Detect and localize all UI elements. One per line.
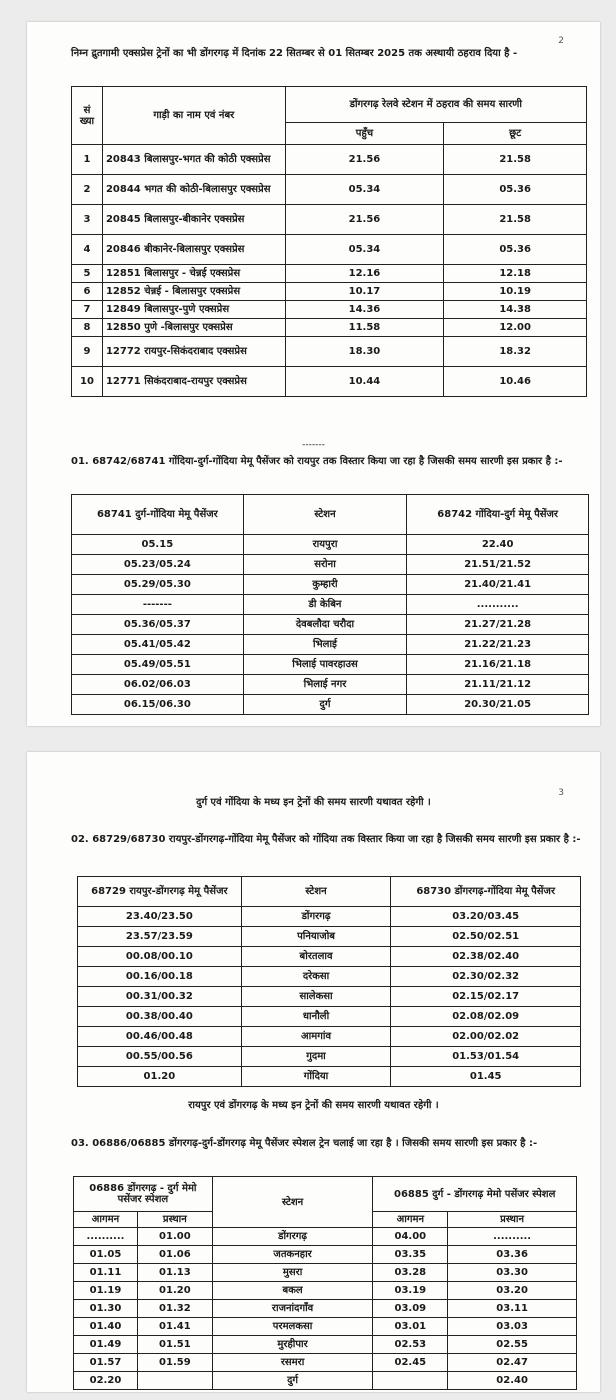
cell-arrival: 10.17	[285, 283, 444, 301]
cell-68742-time: 21.27/21.28	[407, 615, 589, 635]
cell-train: 12849 बिलासपुर-पुणे एक्सप्रेस	[102, 301, 285, 319]
cell-06886-arrival: 02.20	[74, 1372, 138, 1390]
cell-departure: 18.32	[444, 337, 587, 367]
table-row	[72, 319, 587, 337]
table-row	[72, 367, 587, 397]
cell-06885-departure: 03.36	[448, 1246, 577, 1264]
cell-68742-time: 21.11/21.12	[407, 675, 589, 695]
col-header-train: गाड़ी का नाम एवं नंबर	[102, 87, 285, 145]
document-page-2	[27, 22, 600, 726]
table-row	[78, 987, 581, 1007]
cell-sno: 2	[72, 175, 103, 205]
page-number: 3	[558, 788, 564, 798]
cell-06886-arrival: 01.19	[74, 1282, 138, 1300]
col-header-station: स्टेशन	[243, 495, 407, 535]
cell-departure: 05.36	[444, 235, 587, 265]
table-row	[72, 655, 589, 675]
cell-68729-time: 00.31/00.32	[78, 987, 242, 1007]
table-row	[74, 1372, 577, 1390]
table-row	[72, 301, 587, 319]
cell-sno: 8	[72, 319, 103, 337]
col-header-06886: 06886 डोंगरगढ़ - दुर्ग मेमो पसेंजर स्पेशल	[74, 1177, 213, 1212]
cell-68741-time: 05.15	[72, 535, 244, 555]
table-row	[72, 235, 587, 265]
cell-68741-time: 05.36/05.37	[72, 615, 244, 635]
cell-06885-departure: 02.47	[448, 1354, 577, 1372]
col-header-station: स्टेशन	[212, 1177, 373, 1228]
cell-06885-arrival: 03.09	[373, 1300, 448, 1318]
express-halt-table	[71, 86, 587, 397]
cell-station: भिलाई	[243, 635, 407, 655]
cell-station: धानौली	[241, 1007, 391, 1027]
cell-train: 12772 रायपुर-सिकंदराबाद एक्सप्रेस	[102, 337, 285, 367]
table-row	[74, 1264, 577, 1282]
top-note: दुर्ग एवं गोंदिया के मध्य इन ट्रेनों की समय सारणी यथावत रहेगी ।	[196, 797, 431, 808]
table-row	[72, 205, 587, 235]
cell-68730-time: 02.08/02.09	[391, 1007, 581, 1027]
cell-68742-time: 21.22/21.23	[407, 635, 589, 655]
cell-68741-time: 05.49/05.51	[72, 655, 244, 675]
cell-06885-arrival: 03.01	[373, 1318, 448, 1336]
cell-06886-arrival: 01.57	[74, 1354, 138, 1372]
cell-sno: 9	[72, 337, 103, 367]
table-row	[74, 1318, 577, 1336]
cell-06886-departure: 01.59	[137, 1354, 212, 1372]
cell-train: 12852 चेन्नई - बिलासपुर एक्सप्रेस	[102, 283, 285, 301]
cell-68741-time: 06.15/06.30	[72, 695, 244, 715]
cell-06886-arrival: 01.11	[74, 1264, 138, 1282]
cell-68741-time: 05.41/05.42	[72, 635, 244, 655]
cell-68729-time: 23.57/23.59	[78, 927, 242, 947]
col-header-06885: 06885 दुर्ग - डोंगरगढ़ मेमो पसेंजर स्पेशल	[373, 1177, 577, 1212]
cell-train: 20843 बिलासपुर-भगत की कोठी एक्सप्रेस	[102, 145, 285, 175]
col-header-departure: प्रस्थान	[137, 1212, 212, 1228]
cell-68730-time: 02.15/02.17	[391, 987, 581, 1007]
cell-06885-departure: 03.03	[448, 1318, 577, 1336]
cell-68742-time: 21.51/21.52	[407, 555, 589, 575]
cell-departure: 10.46	[444, 367, 587, 397]
cell-departure: 21.58	[444, 205, 587, 235]
cell-06885-arrival: 03.19	[373, 1282, 448, 1300]
cell-station: देवबलौदा चरौदा	[243, 615, 407, 635]
cell-68729-time: 00.46/00.48	[78, 1027, 242, 1047]
memu-special-06886-06885-table	[73, 1176, 577, 1390]
cell-06885-arrival: 02.45	[373, 1354, 448, 1372]
table-row	[74, 1336, 577, 1354]
cell-arrival: 11.58	[285, 319, 444, 337]
cell-06885-departure: 03.20	[448, 1282, 577, 1300]
cell-train: 20844 भगत की कोठी-बिलासपुर एक्सप्रेस	[102, 175, 285, 205]
cell-station: डोंगरगढ़	[241, 907, 391, 927]
cell-06885-departure: ..........	[448, 1228, 577, 1246]
cell-68730-time: 01.53/01.54	[391, 1047, 581, 1067]
cell-train: 12851 बिलासपुर - चेन्नई एक्सप्रेस	[102, 265, 285, 283]
cell-arrival: 10.44	[285, 367, 444, 397]
cell-departure: 05.36	[444, 175, 587, 205]
table-row	[72, 635, 589, 655]
cell-68730-time: 02.30/02.32	[391, 967, 581, 987]
cell-68742-time: 21.16/21.18	[407, 655, 589, 675]
cell-arrival: 05.34	[285, 175, 444, 205]
cell-sno: 3	[72, 205, 103, 235]
cell-68741-time: 05.23/05.24	[72, 555, 244, 575]
cell-station: दरेकसा	[241, 967, 391, 987]
cell-68729-time: 00.08/00.10	[78, 947, 242, 967]
cell-sno: 4	[72, 235, 103, 265]
cell-68729-time: 00.55/00.56	[78, 1047, 242, 1067]
table-row	[74, 1282, 577, 1300]
cell-departure: 21.58	[444, 145, 587, 175]
cell-departure: 14.38	[444, 301, 587, 319]
cell-06886-departure: 01.00	[137, 1228, 212, 1246]
cell-arrival: 21.56	[285, 205, 444, 235]
cell-06885-arrival	[373, 1372, 448, 1390]
cell-train: 12850 पुणे -बिलासपुर एक्सप्रेस	[102, 319, 285, 337]
cell-station: डोंगरगढ़	[212, 1228, 373, 1246]
section-1-intro: 01. 68742/68741 गोंदिया-दुर्ग-गोंदिया मेमू पैसेंजर को रायपुर तक विस्तार किया जा रहा है जिसकी समय सारणी इस प्रकार है :-	[71, 456, 563, 467]
intro-text: निम्न द्रुतगामी एक्सप्रेस ट्रेनों का भी डोंगरगढ़ में दिनांक 22 सितम्बर से 01 सितम्बर 2025 तक अस्थायी ठहराव दिया है -	[71, 48, 518, 59]
col-header-68742: 68742 गोंदिया-दुर्ग मेमू पैसेंजर	[407, 495, 589, 535]
table-row	[78, 1047, 581, 1067]
cell-station: सालेकसा	[241, 987, 391, 1007]
cell-sno: 1	[72, 145, 103, 175]
table-row	[78, 927, 581, 947]
memu-68741-68742-table	[71, 494, 589, 715]
table-row	[74, 1300, 577, 1318]
cell-departure: 12.18	[444, 265, 587, 283]
cell-68730-time: 03.20/03.45	[391, 907, 581, 927]
cell-station: मुसरा	[212, 1264, 373, 1282]
cell-68742-time: 20.30/21.05	[407, 695, 589, 715]
cell-station: परमलकसा	[212, 1318, 373, 1336]
separator: -------	[302, 440, 325, 450]
col-header-68730: 68730 डोंगरगढ़-गोंदिया मेमू पैसेंजर	[391, 877, 581, 907]
table-row	[78, 967, 581, 987]
cell-06886-departure: 01.06	[137, 1246, 212, 1264]
cell-06886-departure	[137, 1372, 212, 1390]
cell-station: आमगांव	[241, 1027, 391, 1047]
table-row	[72, 615, 589, 635]
table-row	[78, 907, 581, 927]
cell-station: रसमरा	[212, 1354, 373, 1372]
cell-68730-time: 02.00/02.02	[391, 1027, 581, 1047]
page-number: 2	[558, 36, 564, 46]
cell-sno: 7	[72, 301, 103, 319]
cell-06885-departure: 03.11	[448, 1300, 577, 1318]
cell-station: बोरतलाव	[241, 947, 391, 967]
cell-arrival: 18.30	[285, 337, 444, 367]
cell-06885-arrival: 04.00	[373, 1228, 448, 1246]
cell-06886-departure: 01.32	[137, 1300, 212, 1318]
cell-train: 12771 सिकंदराबाद-रायपुर एक्सप्रेस	[102, 367, 285, 397]
section-2-intro: 02. 68729/68730 रायपुर-डोंगरगढ़-गोंदिया मेमू पैसेंजर को गोंदिया तक विस्तार किया जा रहा है जिसकी समय सारणी इस प्रकार है :-	[71, 834, 581, 845]
cell-station: बकल	[212, 1282, 373, 1300]
table-row	[72, 595, 589, 615]
cell-train: 20845 बिलासपुर-बीकानेर एक्सप्रेस	[102, 205, 285, 235]
table-row	[72, 175, 587, 205]
cell-train: 20846 बीकानेर-बिलासपुर एक्सप्रेस	[102, 235, 285, 265]
cell-station: राजनांदगाँव	[212, 1300, 373, 1318]
cell-68729-time: 00.16/00.18	[78, 967, 242, 987]
cell-station: भिलाई नगर	[243, 675, 407, 695]
cell-68742-time: 22.40	[407, 535, 589, 555]
table-row	[72, 695, 589, 715]
cell-station: जतकनहार	[212, 1246, 373, 1264]
table-row	[72, 555, 589, 575]
table-row	[72, 265, 587, 283]
cell-station: डी केबिन	[243, 595, 407, 615]
cell-06886-departure: 01.41	[137, 1318, 212, 1336]
col-header-arrival: पहुँच	[285, 123, 444, 145]
cell-68741-time: 05.29/05.30	[72, 575, 244, 595]
memu-68729-68730-table	[77, 876, 581, 1087]
cell-68729-time: 01.20	[78, 1067, 242, 1087]
cell-06886-departure: 01.51	[137, 1336, 212, 1354]
cell-68742-time: ...........	[407, 595, 589, 615]
table-row	[78, 1067, 581, 1087]
cell-sno: 5	[72, 265, 103, 283]
table-row	[72, 535, 589, 555]
col-header-departure: छूट	[444, 123, 587, 145]
table-row	[72, 575, 589, 595]
cell-06886-arrival: 01.30	[74, 1300, 138, 1318]
col-header-station: स्टेशन	[241, 877, 391, 907]
cell-68741-time: 06.02/06.03	[72, 675, 244, 695]
col-header-arrival: आगमन	[373, 1212, 448, 1228]
cell-departure: 10.19	[444, 283, 587, 301]
cell-station: गुदमा	[241, 1047, 391, 1067]
cell-06886-departure: 01.20	[137, 1282, 212, 1300]
col-header-arrival: आगमन	[74, 1212, 138, 1228]
col-header-68741: 68741 दुर्ग-गोंदिया मेमू पैसेंजर	[72, 495, 244, 535]
cell-station: भिलाई पावरहाउस	[243, 655, 407, 675]
table-row	[74, 1354, 577, 1372]
cell-68729-time: 23.40/23.50	[78, 907, 242, 927]
cell-station: पनियाजोब	[241, 927, 391, 947]
cell-station: कुम्हारी	[243, 575, 407, 595]
table-row	[72, 145, 587, 175]
cell-station: गोंदिया	[241, 1067, 391, 1087]
table-row	[72, 675, 589, 695]
table-row	[78, 947, 581, 967]
cell-06886-arrival: 01.05	[74, 1246, 138, 1264]
table-row	[72, 337, 587, 367]
cell-68742-time: 21.40/21.41	[407, 575, 589, 595]
cell-68730-time: 01.45	[391, 1067, 581, 1087]
cell-departure: 12.00	[444, 319, 587, 337]
col-header-68729: 68729 रायपुर-डोंगरगढ़ मेमू पैसेंजर	[78, 877, 242, 907]
cell-arrival: 12.16	[285, 265, 444, 283]
table-row	[74, 1228, 577, 1246]
table-row	[78, 1007, 581, 1027]
col-header-sno: सं ख्या	[72, 87, 103, 145]
cell-station: मुरहीपार	[212, 1336, 373, 1354]
table-row	[72, 283, 587, 301]
cell-06886-arrival: 01.40	[74, 1318, 138, 1336]
cell-06885-arrival: 03.28	[373, 1264, 448, 1282]
cell-06886-arrival: 01.49	[74, 1336, 138, 1354]
col-header-departure: प्रस्थान	[448, 1212, 577, 1228]
cell-sno: 6	[72, 283, 103, 301]
cell-06885-arrival: 02.53	[373, 1336, 448, 1354]
cell-arrival: 14.36	[285, 301, 444, 319]
cell-68741-time: -------	[72, 595, 244, 615]
table-row	[74, 1246, 577, 1264]
cell-station: सरोना	[243, 555, 407, 575]
cell-station: दुर्ग	[243, 695, 407, 715]
cell-station: दुर्ग	[212, 1372, 373, 1390]
cell-06886-departure: 01.13	[137, 1264, 212, 1282]
cell-68730-time: 02.50/02.51	[391, 927, 581, 947]
table-row	[78, 1027, 581, 1047]
cell-arrival: 05.34	[285, 235, 444, 265]
cell-06885-departure: 02.55	[448, 1336, 577, 1354]
document-page-3	[27, 752, 600, 1392]
cell-06886-arrival: ..........	[74, 1228, 138, 1246]
cell-06885-departure: 03.30	[448, 1264, 577, 1282]
cell-06885-arrival: 03.35	[373, 1246, 448, 1264]
cell-68730-time: 02.38/02.40	[391, 947, 581, 967]
section-3-intro: 03. 06886/06885 डोंगरगढ़-दुर्ग-डोंगरगढ़ मेमू पैसेंजर स्पेशल ट्रेन चलाई जा रहा है । जिसकी समय सारणी इस प्रकार है :-	[71, 1138, 538, 1149]
cell-arrival: 21.56	[285, 145, 444, 175]
mid-note: रायपुर एवं डोंगरगढ़ के मध्य इन ट्रेनों की समय सारणी यथावत रहेगी ।	[188, 1100, 439, 1111]
cell-station: रायपुरा	[243, 535, 407, 555]
cell-06885-departure: 02.40	[448, 1372, 577, 1390]
col-header-schedule: डोंगरगढ़ रेलवे स्टेशन में ठहराव की समय सारणी	[285, 87, 586, 123]
cell-sno: 10	[72, 367, 103, 397]
cell-68729-time: 00.38/00.40	[78, 1007, 242, 1027]
